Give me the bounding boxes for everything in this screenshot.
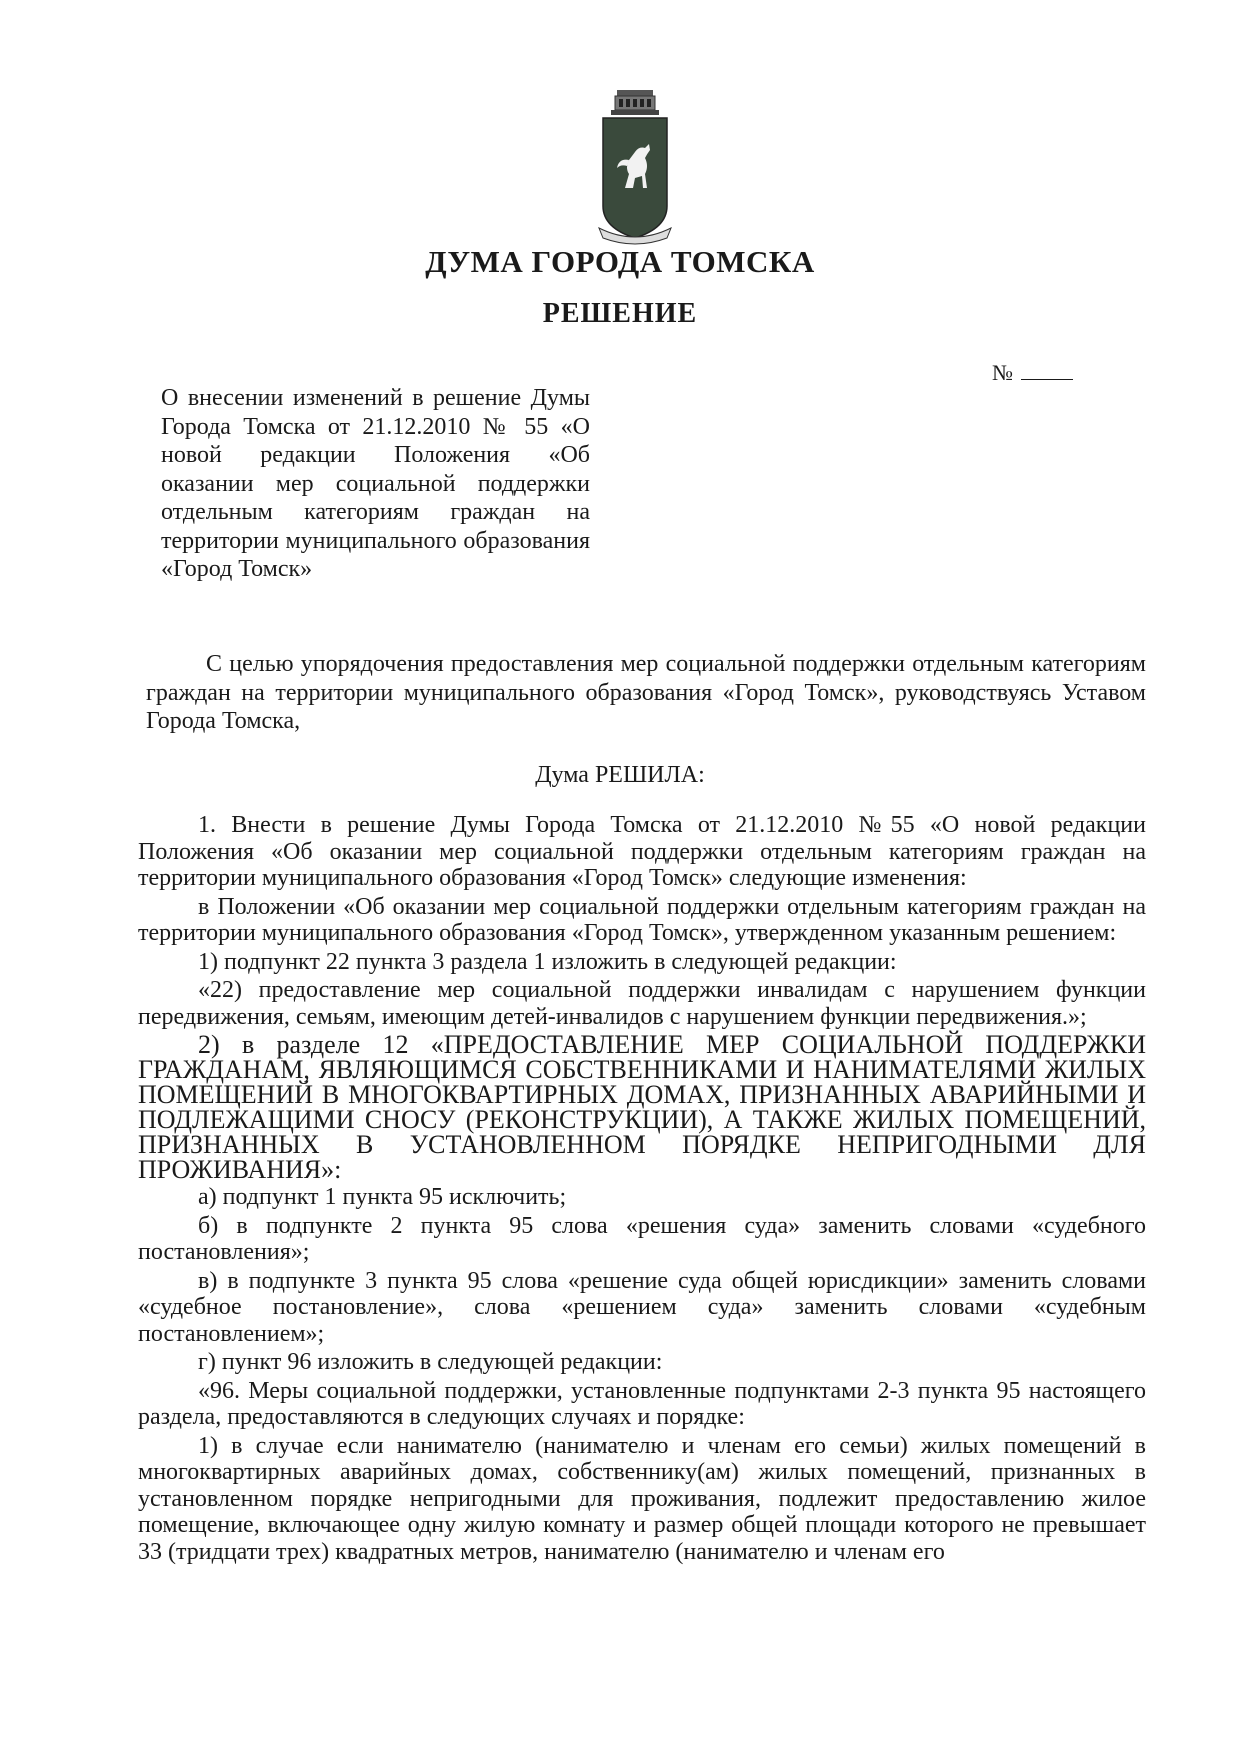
city-coat-of-arms-icon: [595, 88, 675, 246]
paragraph: «96. Меры социальной поддержки, установленные подпунктами 2-3 пункта 95 настоящего раздела, предоставляются в следующих случаях и порядке:: [138, 1377, 1146, 1430]
paragraph: 1) в случае если нанимателю (нанимателю и членам его семьи) жилых помещений в многоквартирных аварийных домах, собственнику(ам) жилых помещений, признанных в установленном порядке непригодными для проживания, подлежит предоставлению жилое помещение, включающее одну жилую комнату и размер общей площади которого не превышает 33 (тридцати трех) квадратных метров, нанимателю (нанимателю и членам его: [138, 1432, 1146, 1565]
paragraph: в) в подпункте 3 пункта 95 слова «решение суда общей юрисдикции» заменить словами «судебное постановление», слова «решением суда» заменить словами «судебным постановлением»;: [138, 1267, 1146, 1347]
paragraph: 2) в разделе 12 «ПРЕДОСТАВЛЕНИЕ МЕР СОЦИАЛЬНОЙ ПОДДЕРЖКИ ГРАЖДАНАМ, ЯВЛЯЮЩИМСЯ СОБСТВЕННИКАМИ И НАНИМАТЕЛЯМИ ЖИЛЫХ ПОМЕЩЕНИЙ В МНОГОКВАРТИРНЫХ ДОМАХ, ПРИЗНАННЫХ АВАРИЙНЫМИ И ПОДЛЕЖАЩИМИ СНОСУ (РЕКОНСТРУКЦИИ), А ТАКЖЕ ЖИЛЫХ ПОМЕЩЕНИЙ, ПРИЗНАННЫХ В УСТАНОВЛЕННОМ ПОРЯДКЕ НЕПРИГОДНЫМИ ДЛЯ ПРОЖИВАНИЯ»:: [138, 1030, 1146, 1184]
paragraph: «22) предоставление мер социальной поддержки инвалидам с нарушением функции передвижения, семьям, имеющим детей-инвалидов с нарушением функции передвижения.»;: [138, 977, 1146, 1030]
document-subject: О внесении изменений в решение Думы Города Томска от 21.12.2010 № 55 «О новой редакции Положения «Об оказании мер социальной поддержки отдельным категориям граждан на территории муниципального образования «Город Томск»: [161, 385, 590, 582]
paragraph: 1. Внести в решение Думы Города Томска от 21.12.2010 №55 «О новой редакции Положения «Об оказании мер социальной поддержки отдельным категориям граждан на территории муниципального образования «Город Томск» следующие изменения:: [138, 812, 1146, 891]
number-label: №: [992, 360, 1013, 385]
paragraph: в Положении «Об оказании мер социальной поддержки отдельным категориям граждан на территории муниципального образования «Город Томск», утвержденном указанным решением:: [138, 893, 1146, 946]
document-body: [138, 812, 1146, 1567]
paragraph: 1) подпункт 22 пункта 3 раздела 1 изложить в следующей редакции:: [198, 948, 897, 975]
document-number: [992, 360, 1073, 386]
document-type: РЕШЕНИЕ: [542, 298, 698, 329]
paragraph: б) в подпункте 2 пункта 95 слова «решения суда» заменить словами «судебного постановления»;: [138, 1212, 1146, 1265]
preamble: С целью упорядочения предоставления мер социальной поддержки отдельным категориям граждан на территории муниципального образования «Город Томск», руководствуясь Уставом Города Томска,: [146, 651, 1146, 734]
organization-title: ДУМА ГОРОДА ТОМСКА: [425, 244, 815, 279]
resolution-heading: Дума РЕШИЛА:: [535, 762, 705, 788]
paragraph: г) пункт 96 изложить в следующей редакции:: [198, 1349, 663, 1375]
paragraph: а) подпункт 1 пункта 95 исключить;: [198, 1184, 567, 1210]
number-blank-line: [1021, 361, 1073, 380]
